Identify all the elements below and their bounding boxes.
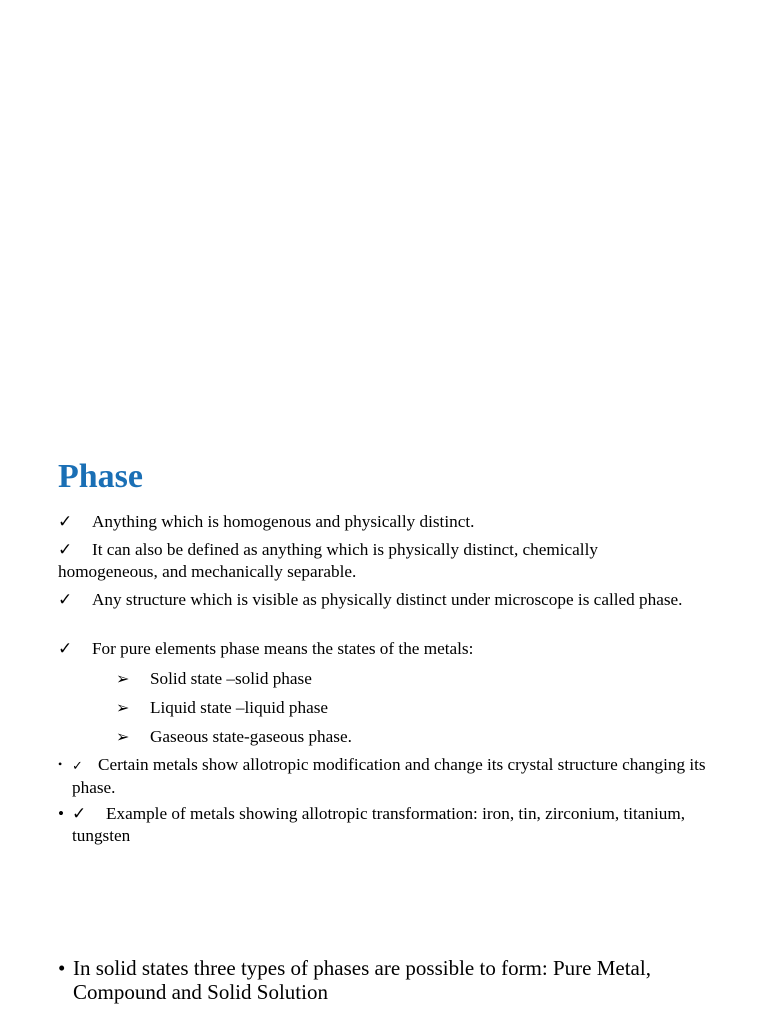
- state-item: [116, 697, 768, 720]
- allotropy-text: Certain metals show allotropic modification and change its crystal structure changing its phase.: [72, 755, 706, 797]
- allotropy-item: [72, 803, 712, 846]
- page-title: Phase: [58, 458, 143, 495]
- arrow-bullet-icon: ➢: [116, 700, 130, 717]
- definition-item: [58, 589, 718, 611]
- check-icon: ✓: [58, 590, 73, 609]
- definition-text: Any structure which is visible as physically distinct under microscope is called phase.: [92, 590, 683, 609]
- allotropy-text: Example of metals showing allotropic transformation: iron, tin, zirconium, titanium, tungsten: [72, 804, 686, 845]
- definition-text: It can also be defined as anything which is physically distinct, chemically homogeneous, and mechanically separable.: [58, 540, 598, 581]
- state-item: [116, 726, 768, 749]
- definition-item: [58, 638, 718, 660]
- definition-text: Anything which is homogenous and physically distinct.: [92, 512, 475, 531]
- definition-item: [58, 511, 718, 533]
- bullet-icon: •: [58, 757, 63, 771]
- check-icon: ✓: [72, 804, 87, 823]
- state-text: Solid state –solid phase: [150, 669, 312, 688]
- state-text: Liquid state –liquid phase: [150, 698, 329, 717]
- check-icon: ✓: [58, 639, 73, 658]
- bullet-icon: •: [58, 804, 65, 823]
- definition-text: For pure elements phase means the states of the metals:: [92, 639, 474, 658]
- solid-states-note: In solid states three types of phases are possible to form: Pure Metal, Compound and Solid Solution: [73, 956, 651, 1004]
- definition-item: [58, 539, 698, 582]
- arrow-bullet-icon: ➢: [116, 729, 130, 746]
- check-icon: ✓: [72, 758, 83, 773]
- check-icon: ✓: [58, 512, 73, 531]
- state-text: Gaseous state-gaseous phase.: [150, 727, 352, 746]
- check-icon: ✓: [58, 540, 73, 559]
- arrow-bullet-icon: ➢: [116, 671, 130, 688]
- allotropy-item: [72, 754, 712, 798]
- state-item: [116, 668, 768, 691]
- bullet-icon: •: [58, 956, 66, 980]
